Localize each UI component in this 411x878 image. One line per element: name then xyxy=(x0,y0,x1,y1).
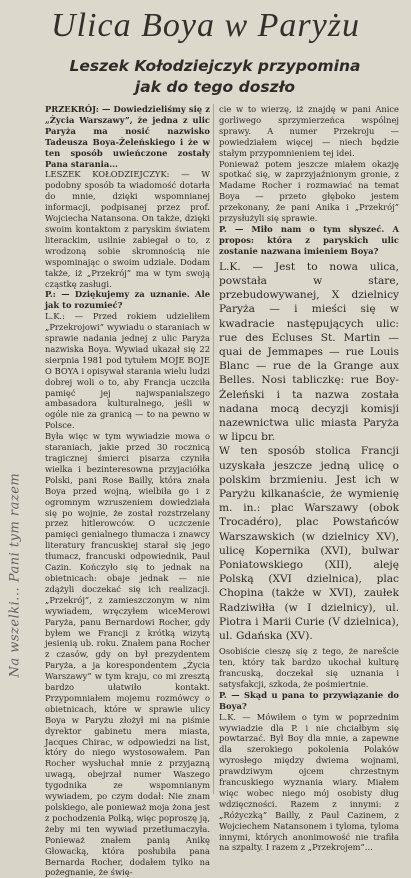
paragraph: L.K. — Mówiłem o tym w poprzednim wywiadzie dla P. i nie chciałbym się powtarzać. Był Boy dla mnie, a zapewne dla szerokiego pokolenia Polaków wyrosłego między dwiema wojnami, prawdziwym ojcem chrzestnym francuskiego wyznania wiary. Miałem więc wobec niego mój osobisty dług wdzięczności. Razem z innymi: z „Różyczką” Bailly, z Paul Cazinem, z Wojciechem Natansonem i tyloma, tyloma innymi, których anonimowość nie trafiła na szpalty. I razem z „Przekrojem”... xyxy=(219,711,399,853)
paragraph: W ten sposób stolica Francji uzyskała jeszcze jedną ulicę o polskim brzmieniu. Jest ich w Paryżu kilkanaście, że wymienię m. in.: plac Warszawy (obok Trocadéro), plac Powstańców Warszawskich (w dzielnicy XV), ulicę Kopernika (XVI), bulwar Poniatowskiego (XII), aleję Polską (XVI dzielnica), plac Chopina (także w XVI), zaułek Radziwiłła (w I dzielnicy), ul. Piotra i Marii Curie (V dzielnica), ul. Gdańska (XV). xyxy=(219,445,399,642)
paragraph: Była więc w tym wywiadzie mowa o staraniach, jakie przed 30 rocznicą tragicznej śmierci pisarza czyniła wielka i bezinteresowna przyjaciółka Polski, pani Rose Bailly, która znała Boya przed wojną, wielbiła go i z ogromnym wzruszeniem dowiedziała się po wojnie, że został rozstrzelany przez hitlerowców. O uczczenie pamięci genialnego tłumacza i znawcy literatury francuskiej starał się jego tłumacz, francuski odpowiednik, Paul Cazin. Kończyło się to jednak na obietnicach: obaje jednak — nie zdążyli doczekać się ich realizacji. „Przekrój”, z zamieszczonym w nim wywiadem, wręczyłem wiceMerowi Paryża, panu Bernardowi Rocher, gdy byłem we Francji z krótką wizytą jesienią ub. roku. Znałem pana Rocher z czasów, gdy on był prezydentem Paryża, a ja korespondentem „Życia Warszawy” w tym kraju, co mi zresztą bardzo ułatwiło kontakt. Przypomniałem mojemu rozmówcy o obietnicach, które w sprawie ulicy Boya w Paryżu złożył mi na piśmie dyrektor gabinetu mera miasta, Jacques Chirac, w odpowiedzi na list, który do niego wystosowałem. Pan Rocher wysłuchał mnie z przyjazną uwagą, obejrzał numer Waszego tygodnika ze wspomnianym wywiadem, po czym dodał: Nie znam polskiego, ale ponieważ moja żona jest z pochodzenia Polką, więc poproszę ją, żeby mi ten wywiad przetłumaczyła. Ponieważ znałem panią Anikę Głowacką, która posłubiła pana Bernarda Rocher, dodałem tylko na pożegnanie, że świę- xyxy=(45,431,210,878)
paragraph: PRZEKRÓJ: — Dowiedzieliśmy się z „Życia Warszawy”, że jedna z ulic Paryża ma nosić nazwisko Tadeusza Boya-Żeleńskiego i że w ten sposób uwieńczone zostały Pana starania... xyxy=(45,104,210,169)
paragraph: Ponieważ potem jeszcze miałem okazję spotkać się, w zaprzyjaźnionym gronie, z Madame Rocher i rozmawiać na temat Boya — przeto głęboko jestem przekonany, że pani Anika i „Przekrój” przysłużyli się sprawie. xyxy=(219,158,399,224)
column-divider xyxy=(213,104,214,794)
paragraph: L.K.: — Przed rokiem udzieliłem „Przekrojowi” wywiadu o staraniach w sprawie nadania jednej z ulic Paryża nazwiska Boya. Wywiad ukazał się 22 sierpnia 1981 pod tytułem MOJE BOJE O BOYA i opisywał starania wielu ludzi dobrej woli o to, aby Francja uczciła pamięć jej najwspanialszego ambasadora kulturalnego, jeśli w ogóle nie za granicą — to na pewno w Polsce. xyxy=(45,311,210,431)
handwritten-margin-note: Na wszelki... Pani tym razem xyxy=(7,472,23,678)
paragraph: L.K. — Jest to nowa ulica, powstała w stare, przebudowywanej, X dzielnicy Paryża — i mieści się w kwadracie następujących ulic: rue des Ecluses St. Martin — quai de Jemmapes — rue Louis Blanc — rue de la Grange aux Belles. Nosi tabliczkę: rue Boy-Żeleński i ta nazwa została nadana mocą decyzji komisji nazewnictwa ulic miasta Paryża w lipcu br. xyxy=(219,260,399,444)
paragraph: cie w to wierzę, iż znajdę w pani Anice gorliwego sprzymierzeńca wspólnej sprawy. A numer Przekroju — powiedziałem więcej — niech będzie stałym przypomnieniem tej idei. xyxy=(219,104,399,158)
left-column xyxy=(45,104,210,878)
paragraph: P.: — Dziękujemy za uznanie. Ale jak to rozumieć? xyxy=(45,289,210,311)
paragraph: P. — Skąd u pana to przywiązanie do Boya? xyxy=(219,689,399,711)
subtitle-line-2: jak do tego doszło xyxy=(134,78,296,96)
paragraph: LESZEK KOŁODZIEJCZYK: — W podobny sposób ta wiadomość dotarła do mnie, dzięki wspomnianej informacji, podpisanej przez prof. Wojciecha Natansona. On także, dzięki swoim kontaktom z paryskim światem literackim, usilnie zabiegał o to, z wrodzoną sobie skromnością nie wspominając o swoim udziale. Dodam także, iż „Przekrój” ma w tym swoją cząstkę zasługi. xyxy=(45,169,210,289)
article-subtitle xyxy=(30,56,400,98)
right-column xyxy=(219,104,399,853)
paragraph: P. — Miło nam o tym słyszeć. A propos: która z paryskich ulic zostanie nazwana imieniem Boya? xyxy=(219,223,399,256)
subtitle-line-1: Leszek Kołodziejczyk przypomina xyxy=(69,57,361,75)
article-title: Ulica Boya w Paryżu xyxy=(51,7,360,44)
paragraph: Osobiście cieszę się z tego, że narešcie ten, który tak bardzo ukochał kulturę francuską, doczekał się uznania i satysfakcji, szkoda, że pośmiertnie. xyxy=(219,646,399,689)
